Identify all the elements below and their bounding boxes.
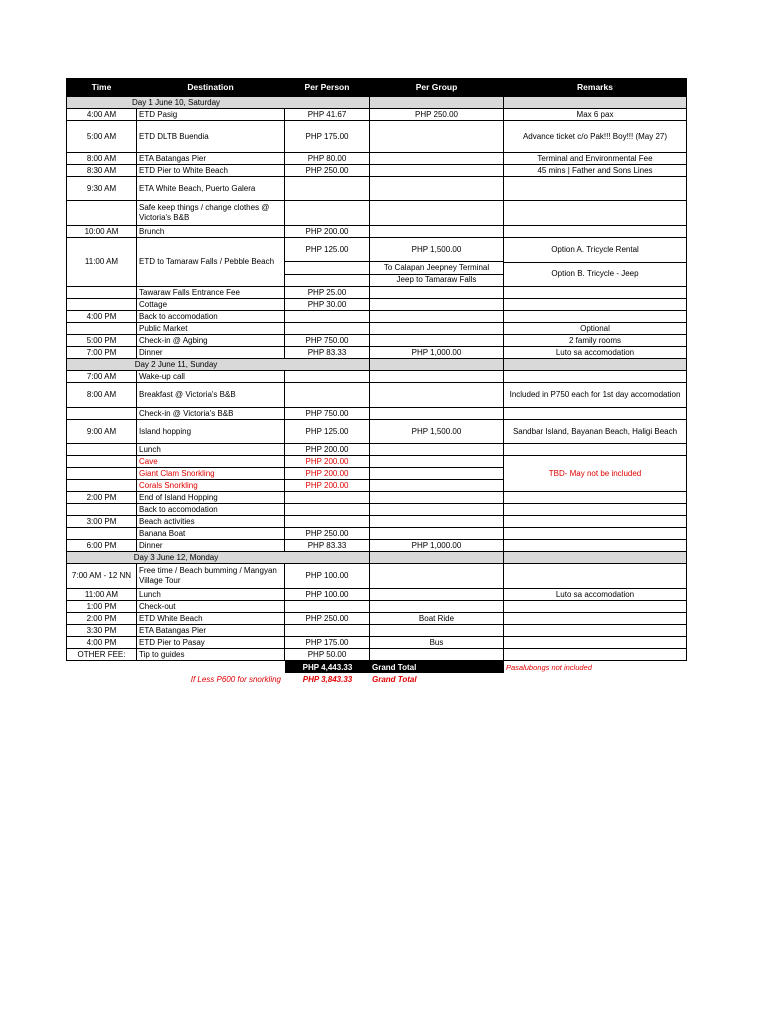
alt-total-caption: If Less P600 for snorkling: [190, 675, 281, 684]
table-row: Back to accomodation: [66, 504, 687, 516]
table-row: 1:00 PM Check-out: [66, 601, 687, 613]
table-row: 7:00 PM Dinner PHP 83.33 PHP 1,000.00 Luto sa accomodation: [66, 347, 687, 359]
header-per-group: Per Group: [370, 78, 504, 97]
table-row: Cottage PHP 30.00: [66, 299, 687, 311]
table-row: OTHER FEE: Tip to guides PHP 50.00: [66, 649, 687, 661]
table-row: Banana Boat PHP 250.00: [66, 528, 687, 540]
table-row: 6:00 PM Dinner PHP 83.33 PHP 1,000.00: [66, 540, 687, 552]
table-header: [66, 78, 687, 97]
grand-total-row: [66, 661, 687, 673]
table-row: 5:00 PM Check-in @ Agbing PHP 750.00 2 family rooms: [66, 335, 687, 347]
day-2-label: Day 2 June 11, Sunday: [66, 359, 285, 371]
itinerary-table: [66, 78, 687, 686]
table-row: 8:30 AM ETD Pier to White Beach PHP 250.00 45 mins | Father and Sons Lines: [66, 165, 687, 177]
table-row: 2:00 PM ETD White Beach PHP 250.00 Boat Ride: [66, 613, 687, 625]
header-time: Time: [66, 78, 137, 97]
table-row: Lunch PHP 200.00: [66, 444, 687, 456]
table-row: 3:00 PM Beach activities: [66, 516, 687, 528]
table-row: 4:00 PM Back to accomodation: [66, 311, 687, 323]
header-per-person: Per Person: [285, 78, 370, 97]
table-row: 11:00 AM Lunch PHP 100.00 Luto sa accomodation: [66, 589, 687, 601]
table-row: Check-in @ Victoria's B&B PHP 750.00: [66, 408, 687, 420]
table-row: 8:00 AM ETA Batangas Pier PHP 80.00 Terminal and Environmental Fee: [66, 153, 687, 165]
snorkling-block: Cave Giant Clam Snorkling Corals Snorkling PHP 200.00 PHP 200.00 PHP 200.00 TBD- May not be included: [66, 456, 687, 492]
day-3-label: Day 3 June 12, Monday: [66, 552, 285, 564]
day-2-row: [66, 359, 687, 371]
alt-total-label: Grand Total: [372, 675, 417, 684]
table-row: 10:00 AM Brunch PHP 200.00: [66, 226, 687, 238]
table-row: 7:00 AM Wake-up call: [66, 371, 687, 383]
grand-total-value: PHP 4,443.33: [285, 661, 370, 673]
table-row: 3:30 PM ETA Batangas Pier: [66, 625, 687, 637]
table-row: 11:00 AM ETD to Tamaraw Falls / Pebble Beach PHP 125.00 PHP 1,500.00 To Calapan Jeepney Terminal Jeep to Tamaraw Falls Option A. Tricycle Rental Option B. Tricycle - Jeep: [66, 238, 687, 287]
day-1-row: [66, 97, 687, 109]
table-row: 9:30 AM ETA White Beach, Puerto Galera: [66, 177, 687, 201]
table-row: Tawaraw Falls Entrance Fee PHP 25.00: [66, 287, 687, 299]
table-row: Public Market Optional: [66, 323, 687, 335]
header-destination: Destination: [137, 78, 285, 97]
table-row: 9:00 AM Island hopping PHP 125.00 PHP 1,500.00 Sandbar Island, Bayanan Beach, Haligi Beach: [66, 420, 687, 444]
table-row: 4:00 AM ETD Pasig PHP 41.67 PHP 250.00 Max 6 pax: [66, 109, 687, 121]
grand-total-label: Grand Total: [370, 661, 504, 673]
day-3-row: [66, 552, 687, 564]
table-row: 2:00 PM End of Island Hopping: [66, 492, 687, 504]
table-row: 8:00 AM Breakfast @ Victoria's B&B Included in P750 each for 1st day accomodation: [66, 383, 687, 408]
day-1-label: Day 1 June 10, Saturday: [66, 97, 285, 109]
table-row: 7:00 AM - 12 NN Free time / Beach bumming / Mangyan Village Tour PHP 100.00: [66, 564, 687, 589]
table-row: Safe keep things / change clothes @ Victoria's B&B: [66, 201, 687, 226]
table-row: 4:00 PM ETD Pier to Pasay PHP 175.00 Bus: [66, 637, 687, 649]
table-row: 5:00 AM ETD DLTB Buendia PHP 175.00 Advance ticket c/o Pak!!! Boy!!! (May 27): [66, 121, 687, 153]
header-remarks: Remarks: [504, 78, 687, 97]
alt-total-value: PHP 3,843.33: [302, 675, 353, 684]
pasalubong-note: Pasalubongs not included: [506, 662, 592, 672]
alt-total-row: [66, 673, 687, 686]
